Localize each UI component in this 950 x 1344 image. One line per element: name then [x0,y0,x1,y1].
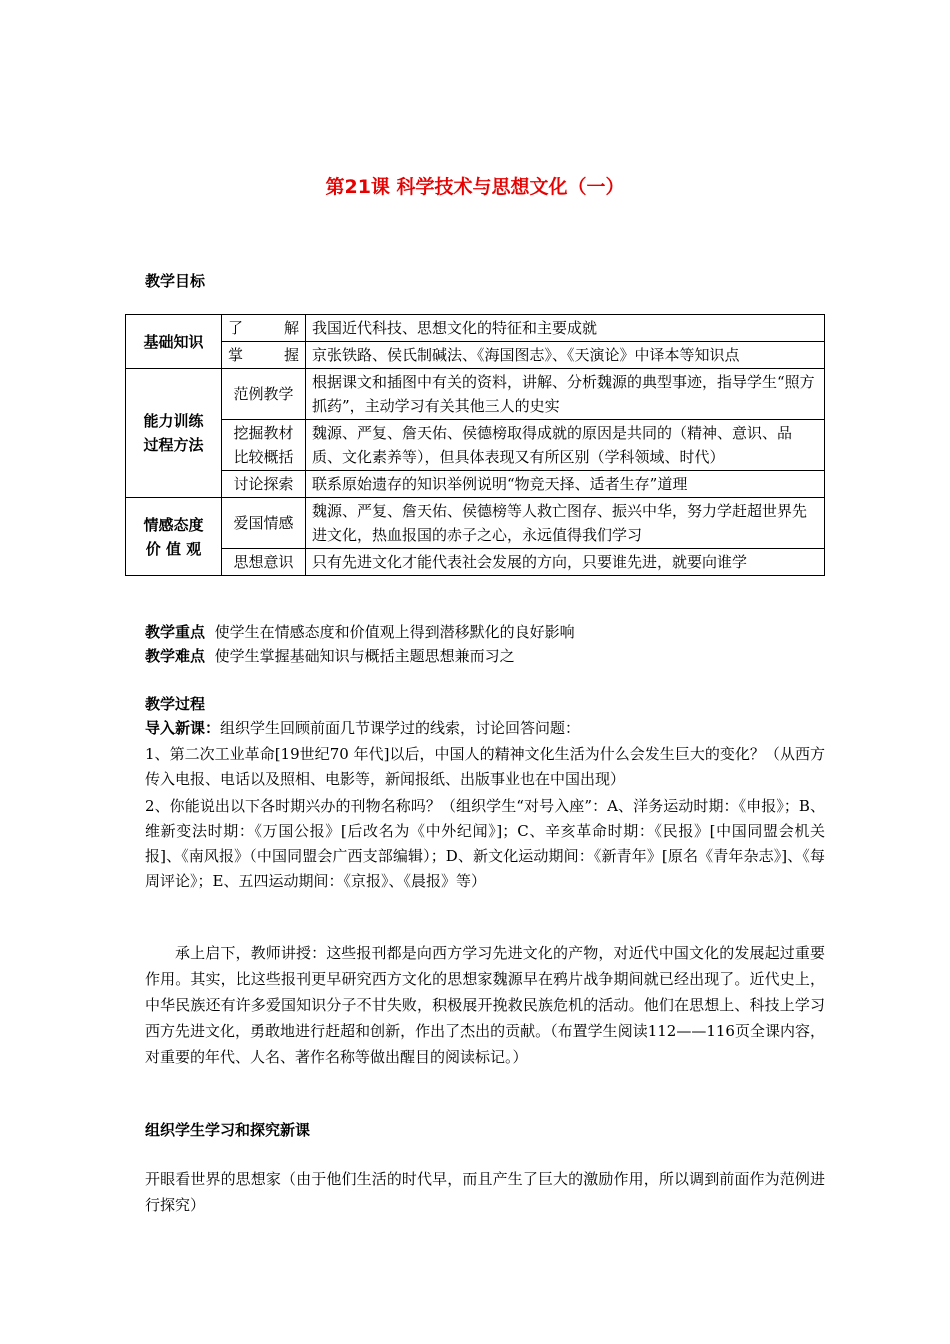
key-point [145,620,825,644]
row-content: 京张铁路、侯氏制碱法、《海国图志》、《天演论》中译本等知识点 [306,342,825,369]
category-ability-line1: 能力训练 [143,412,204,430]
row-label: 思想意识 [222,549,306,576]
table-row [126,369,825,420]
category-emotion-line1: 情感态度 [143,515,204,534]
row-content: 魏源、严复、詹天佑、侯德榜取得成就的原因是共同的（精神、意识、品质、文化素养等），但具体表现又有所区别（学科领域、时代） [306,420,825,471]
row-content: 我国近代科技、思想文化的特征和主要成就 [306,315,825,342]
new-lesson-heading: 组织学生学习和探究新课 [145,1121,311,1139]
key-point-label: 教学重点 [145,623,206,641]
row-label: 讨论探索 [222,471,306,498]
row-content: 联系原始遗存的知识举例说明“物竞天择、适者生存”道理 [306,471,825,498]
final-paragraph: 开眼看世界的思想家（由于他们生活的时代早，而且产生了巨大的激励作用，所以调到前面作为范例进行探究） [145,1170,825,1214]
table-row [126,342,825,369]
table-row [126,549,825,576]
process-heading: 教学过程 [145,695,206,713]
row-content: 魏源、严复、詹天佑、侯德榜等人救亡图存、振兴中华，努力学赶超世界先进文化，热血报国的赤子之心，永远值得我们学习 [306,498,825,549]
table-row [126,315,825,342]
transition-paragraph: 承上启下，教师讲授：这些报刊都是向西方学习先进文化的产物，对近代中国文化的发展起过重要作用。其实，比这些报刊更早研究西方文化的思想家魏源早在鸦片战争期间就已经出现了。近代史上，中华民族还有许多爱国知识分子不甘失败，积极展开挽救民族危机的活动。他们在思想上、科技上学习西方先进文化，勇敢地进行赶超和创新，作出了杰出的贡献。（布置学生阅读112——116页全课内容，对重要的年代、人名、著作名称等做出醒目的阅读标记。） [145,944,825,1066]
table-row [126,498,825,549]
row-content: 根据课文和插图中有关的资料，讲解、分析魏源的典型事迹，指导学生“照方抓药”，主动学习有关其他三人的史实 [306,369,825,420]
row-label: 了 解 [222,315,306,342]
intro-label: 导入新课： [145,719,221,737]
objectives-table [125,314,825,576]
question-2: 2、你能说出以下各时期兴办的刊物名称吗？（组织学生“对号入座”：A、洋务运动时期：《申报》；B、维新变法时期：《万国公报》[后改名为《中外纪闻》]；C、辛亥革命时期：《民报》[中国同盟会机关报]、《南风报》（中国同盟会广西支部编辑）；D、新文化运动期间：《新青年》[原名《青年杂志》]、《每周评论》；E、五四运动期间：《京报》、《晨报》等） [145,797,825,890]
category-ability [126,369,222,498]
category-basic: 基础知识 [126,315,222,369]
page-title: 第21课 科学技术与思想文化（一） [325,176,625,198]
intro-text: 组织学生回顾前面几节课学过的线索，讨论回答问题： [220,719,581,737]
row-label: 挖掘教材比较概括 [222,420,306,471]
difficult-point-text: 使学生掌握基础知识与概括主题思想兼而习之 [214,647,515,665]
row-label: 掌 握 [222,342,306,369]
category-ability-line2: 过程方法 [143,436,204,454]
intro [145,716,825,740]
difficult-point-label: 教学难点 [145,647,206,665]
row-content: 只有先进文化才能代表社会发展的方向，只要谁先进，就要向谁学 [306,549,825,576]
table-row [126,420,825,471]
question-1: 1、第二次工业革命[19世纪70 年代]以后，中国人的精神文化生活为什么会发生巨大的变化？（从西方传入电报、电话以及照相、电影等，新闻报纸、出版事业也在中国出现） [145,745,825,788]
key-point-text: 使学生在情感态度和价值观上得到潜移默化的良好影响 [214,623,575,641]
row-label: 范例教学 [222,369,306,420]
row-label: 爱国情感 [222,498,306,549]
objectives-heading: 教学目标 [145,272,206,290]
table-row [126,471,825,498]
category-emotion-line2: 价 值 观 [145,539,202,558]
difficult-point [145,644,825,668]
category-emotion [126,498,222,576]
